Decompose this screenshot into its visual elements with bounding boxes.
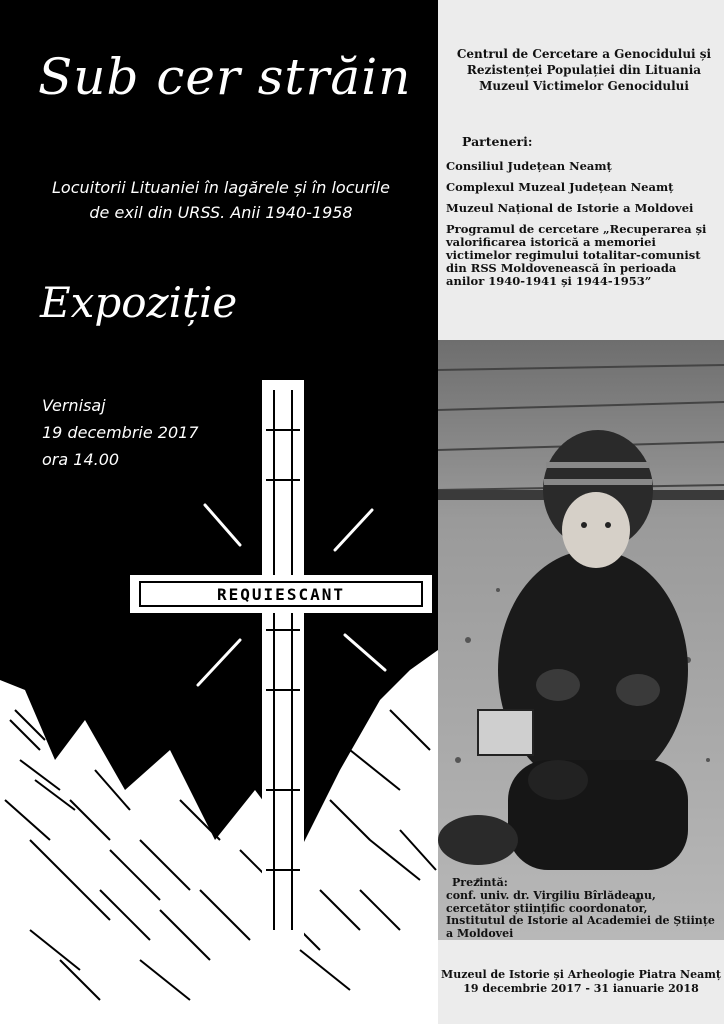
poster-subtitle xyxy=(20,175,422,225)
presenter-label: Prezintă: xyxy=(452,876,508,889)
partner-item: Programul de cercetare „Recuperarea și valorificarea istorică a memoriei victimelor regimului totalitar-comunist din RSS Moldovenească în perioada anilor 1940-1941 și 1944-1953” xyxy=(446,222,707,288)
event-type: Expoziție xyxy=(40,278,238,327)
presenter-line-4: a Moldovei xyxy=(446,926,514,940)
partners-label: Parteneri: xyxy=(462,134,533,149)
presenter-line-2: cercetător științific coordonator, xyxy=(446,901,648,915)
partners-list xyxy=(446,160,718,296)
footer-venue: Muzeul de Istorie și Arheologie Piatra Neamț xyxy=(441,968,721,981)
footer-dates: 19 decembrie 2017 - 31 ianuarie 2018 xyxy=(463,982,699,995)
cross-inscription: REQUIESCANT xyxy=(217,585,345,604)
right-panel xyxy=(438,0,724,1024)
footer-block xyxy=(438,968,724,996)
presenter-line-1: conf. univ. dr. Virgiliu Bîrlădeanu, xyxy=(446,889,656,902)
presenter-line-3: Institutul de Istorie al Academiei de Științe xyxy=(446,914,715,927)
organizer-line-3: Muzeul Victimelor Genocidului xyxy=(479,79,689,93)
presenter-block xyxy=(446,890,724,940)
organizer-block xyxy=(446,46,722,94)
poster-title: Sub cer străin xyxy=(38,48,412,106)
partner-item: Consiliul Județean Neamț xyxy=(446,159,612,173)
organizer-line-2: Rezistenței Populației din Lituania xyxy=(466,63,702,77)
subtitle-line-2: de exil din URSS. Anii 1940-1958 xyxy=(89,203,353,222)
vernisaj-label: Vernisaj xyxy=(42,396,106,415)
vernisaj-date: 19 decembrie 2017 xyxy=(42,423,199,442)
partner-item: Complexul Muzeal Județean Neamț xyxy=(446,180,674,194)
subtitle-line-1: Locuitorii Lituaniei în lagărele și în locurile xyxy=(52,178,390,197)
partner-item: Muzeul Național de Istorie a Moldovei xyxy=(446,201,694,215)
organizer-line-1: Centrul de Cercetare a Genocidului și xyxy=(456,47,712,61)
cross-woodcut-illustration xyxy=(0,370,438,1024)
child-photograph xyxy=(438,340,724,940)
vernisaj-time: ora 14.00 xyxy=(42,450,120,469)
